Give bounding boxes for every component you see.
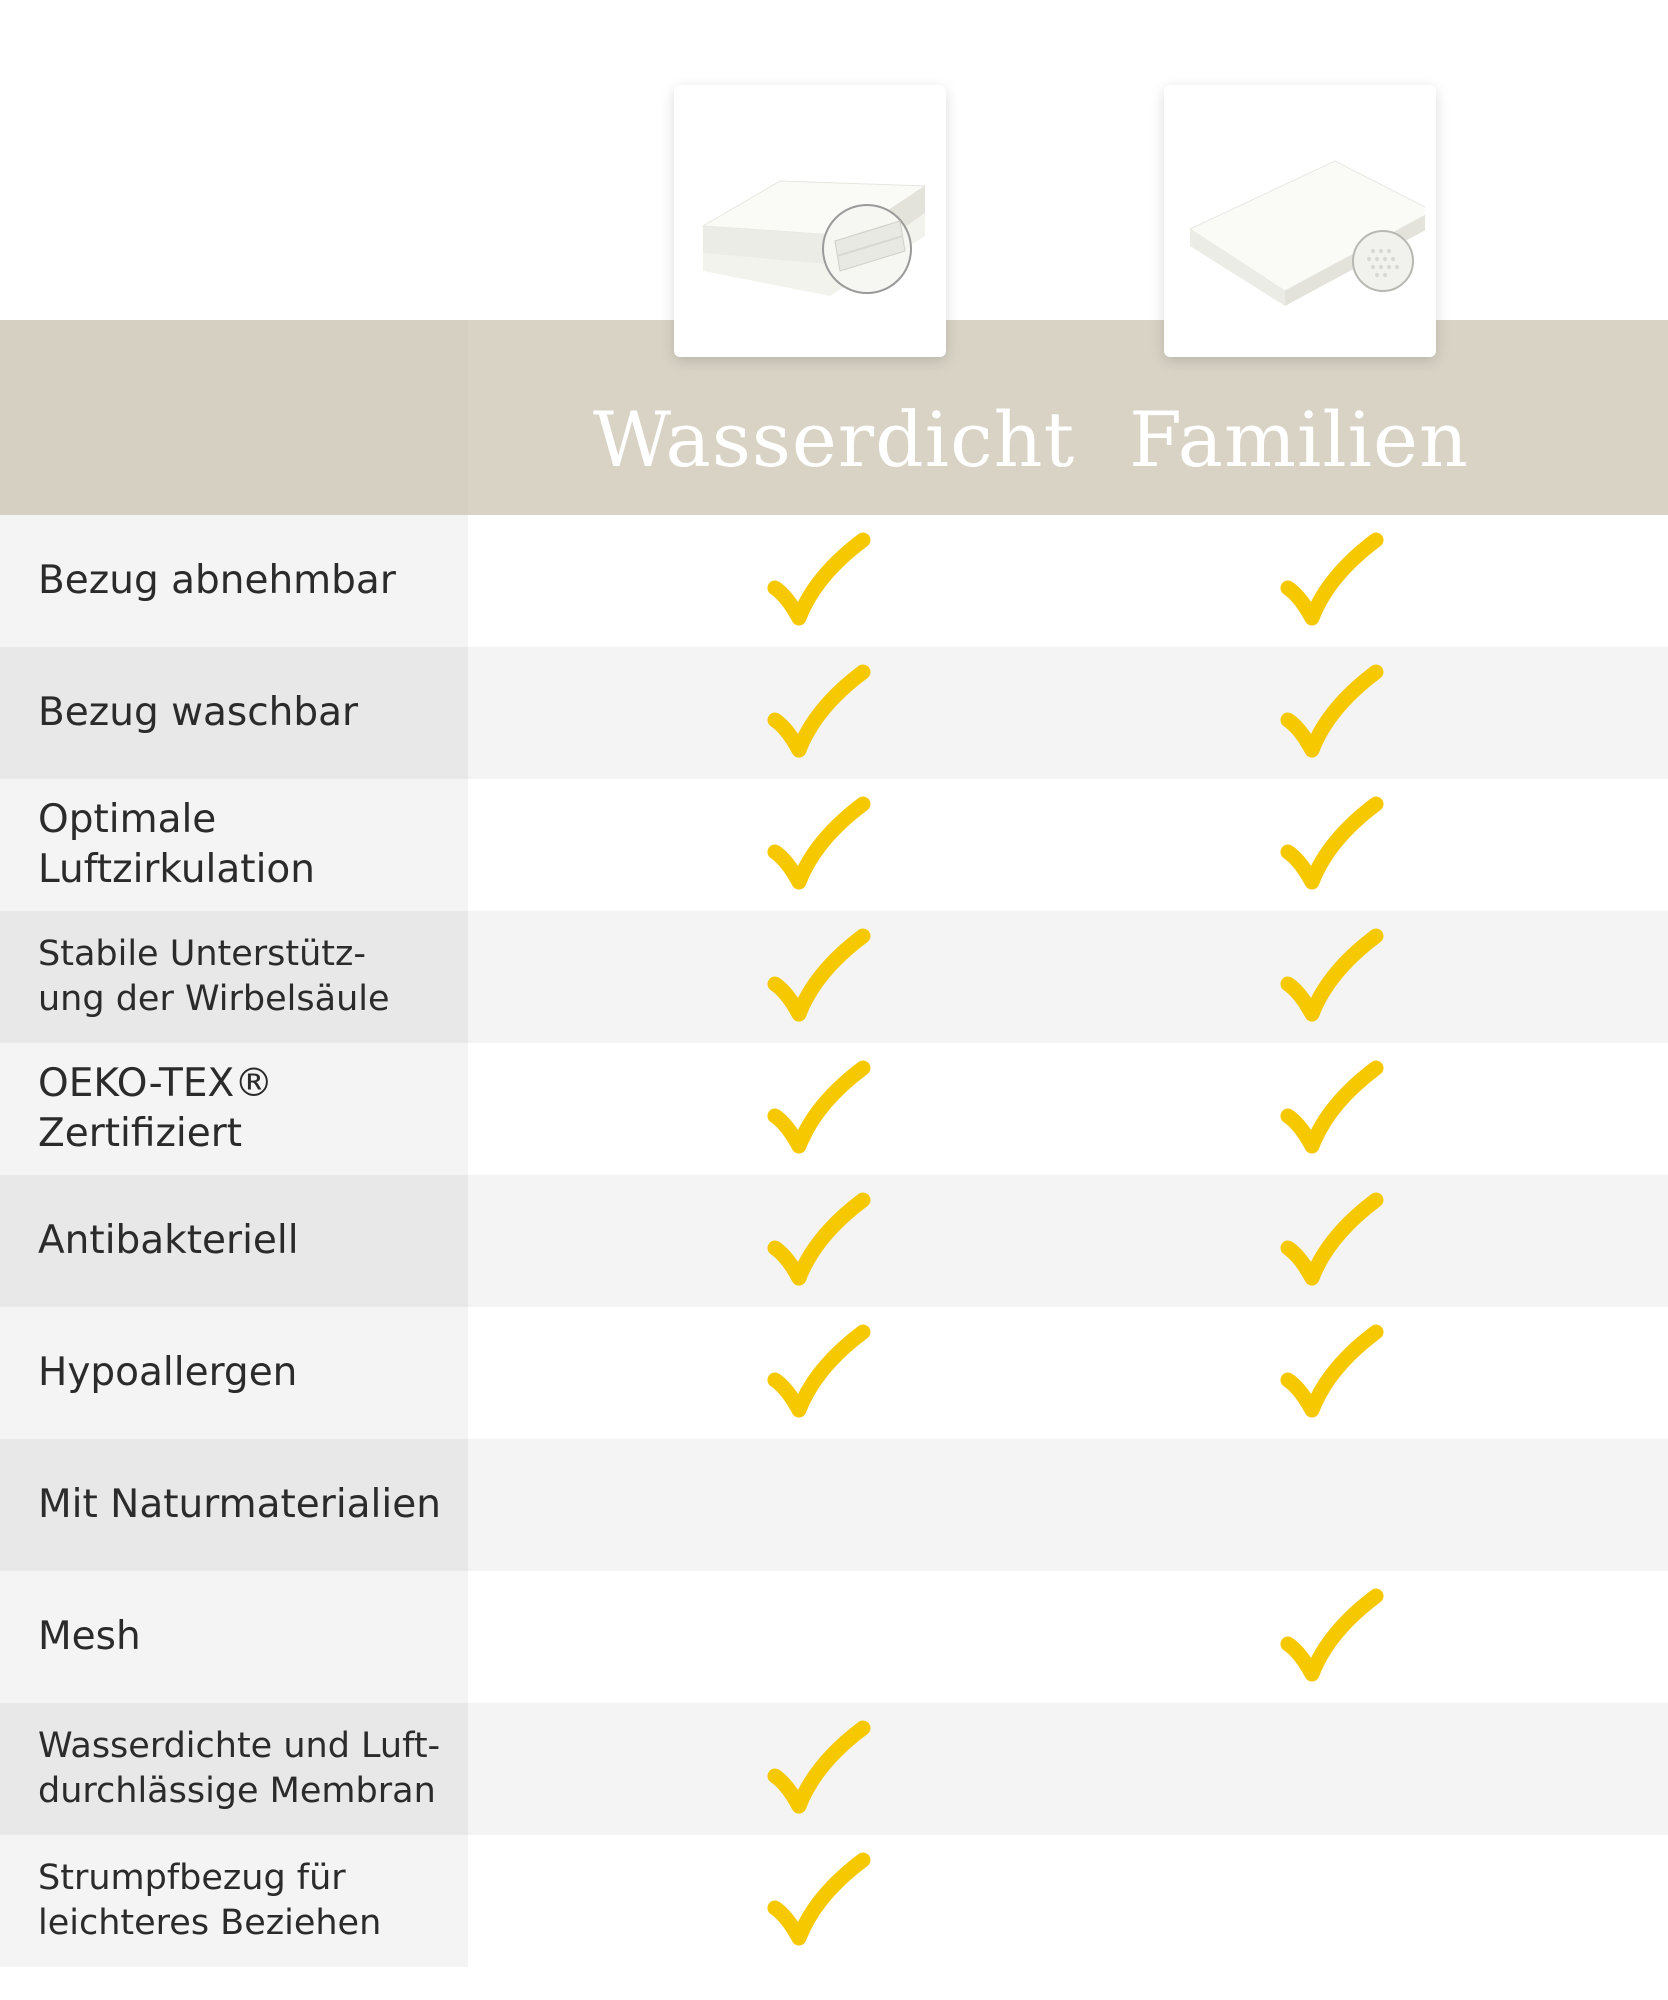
table-row	[0, 1439, 1668, 1571]
column-title-familien: Familien	[1129, 395, 1469, 484]
row-value-area	[468, 1439, 1668, 1571]
check-icon	[1278, 1186, 1388, 1296]
table-row	[0, 1307, 1668, 1439]
feature-label: Antibakteriell	[0, 1175, 468, 1307]
row-value-area	[468, 1835, 1668, 1967]
check-icon	[765, 1714, 875, 1824]
product-card-wasserdicht[interactable]	[674, 85, 946, 357]
check-icon	[765, 922, 875, 1032]
row-value-area	[468, 515, 1668, 647]
check-icon	[765, 526, 875, 636]
table-row	[0, 1571, 1668, 1703]
table-row	[0, 779, 1668, 911]
check-icon	[1278, 526, 1388, 636]
mattress-wasserdicht-image	[685, 121, 935, 321]
table-row	[0, 515, 1668, 647]
check-icon	[765, 790, 875, 900]
feature-label: Stabile Unterstütz- ung der Wirbelsäule	[0, 911, 468, 1043]
check-icon	[1278, 658, 1388, 768]
check-icon	[765, 1846, 875, 1956]
row-value-area	[468, 1571, 1668, 1703]
comparison-table	[0, 515, 1668, 1967]
row-value-area	[468, 647, 1668, 779]
feature-label: Mesh	[0, 1571, 468, 1703]
check-icon	[1278, 922, 1388, 1032]
feature-label: Bezug abnehmbar	[0, 515, 468, 647]
feature-label: Optimale Luftzirkulation	[0, 779, 468, 911]
check-icon	[1278, 790, 1388, 900]
check-icon	[1278, 1318, 1388, 1428]
row-value-area	[468, 1175, 1668, 1307]
check-icon	[765, 1318, 875, 1428]
feature-label: Strumpfbezug für leichteres Beziehen	[0, 1835, 468, 1967]
row-value-area	[468, 911, 1668, 1043]
table-row	[0, 647, 1668, 779]
table-row	[0, 1835, 1668, 1967]
table-row	[0, 1175, 1668, 1307]
header-empty-cell	[0, 320, 468, 515]
table-row	[0, 1043, 1668, 1175]
row-value-area	[468, 1043, 1668, 1175]
table-row	[0, 911, 1668, 1043]
feature-label: Hypoallergen	[0, 1307, 468, 1439]
check-icon	[765, 658, 875, 768]
table-row	[0, 1703, 1668, 1835]
column-title-wasserdicht: Wasserdicht	[593, 395, 1076, 484]
row-value-area	[468, 779, 1668, 911]
feature-label: Bezug waschbar	[0, 647, 468, 779]
row-value-area	[468, 1307, 1668, 1439]
check-icon	[1278, 1582, 1388, 1692]
feature-label: Wasserdichte und Luft- durchlässige Membran	[0, 1703, 468, 1835]
check-icon	[765, 1054, 875, 1164]
product-card-familien[interactable]	[1164, 85, 1436, 357]
mattress-familien-image	[1175, 111, 1425, 331]
check-icon	[765, 1186, 875, 1296]
feature-label: Mit Naturmaterialien	[0, 1439, 468, 1571]
check-icon	[1278, 1054, 1388, 1164]
feature-label: OEKO-TEX® Zertifiziert	[0, 1043, 468, 1175]
row-value-area	[468, 1703, 1668, 1835]
